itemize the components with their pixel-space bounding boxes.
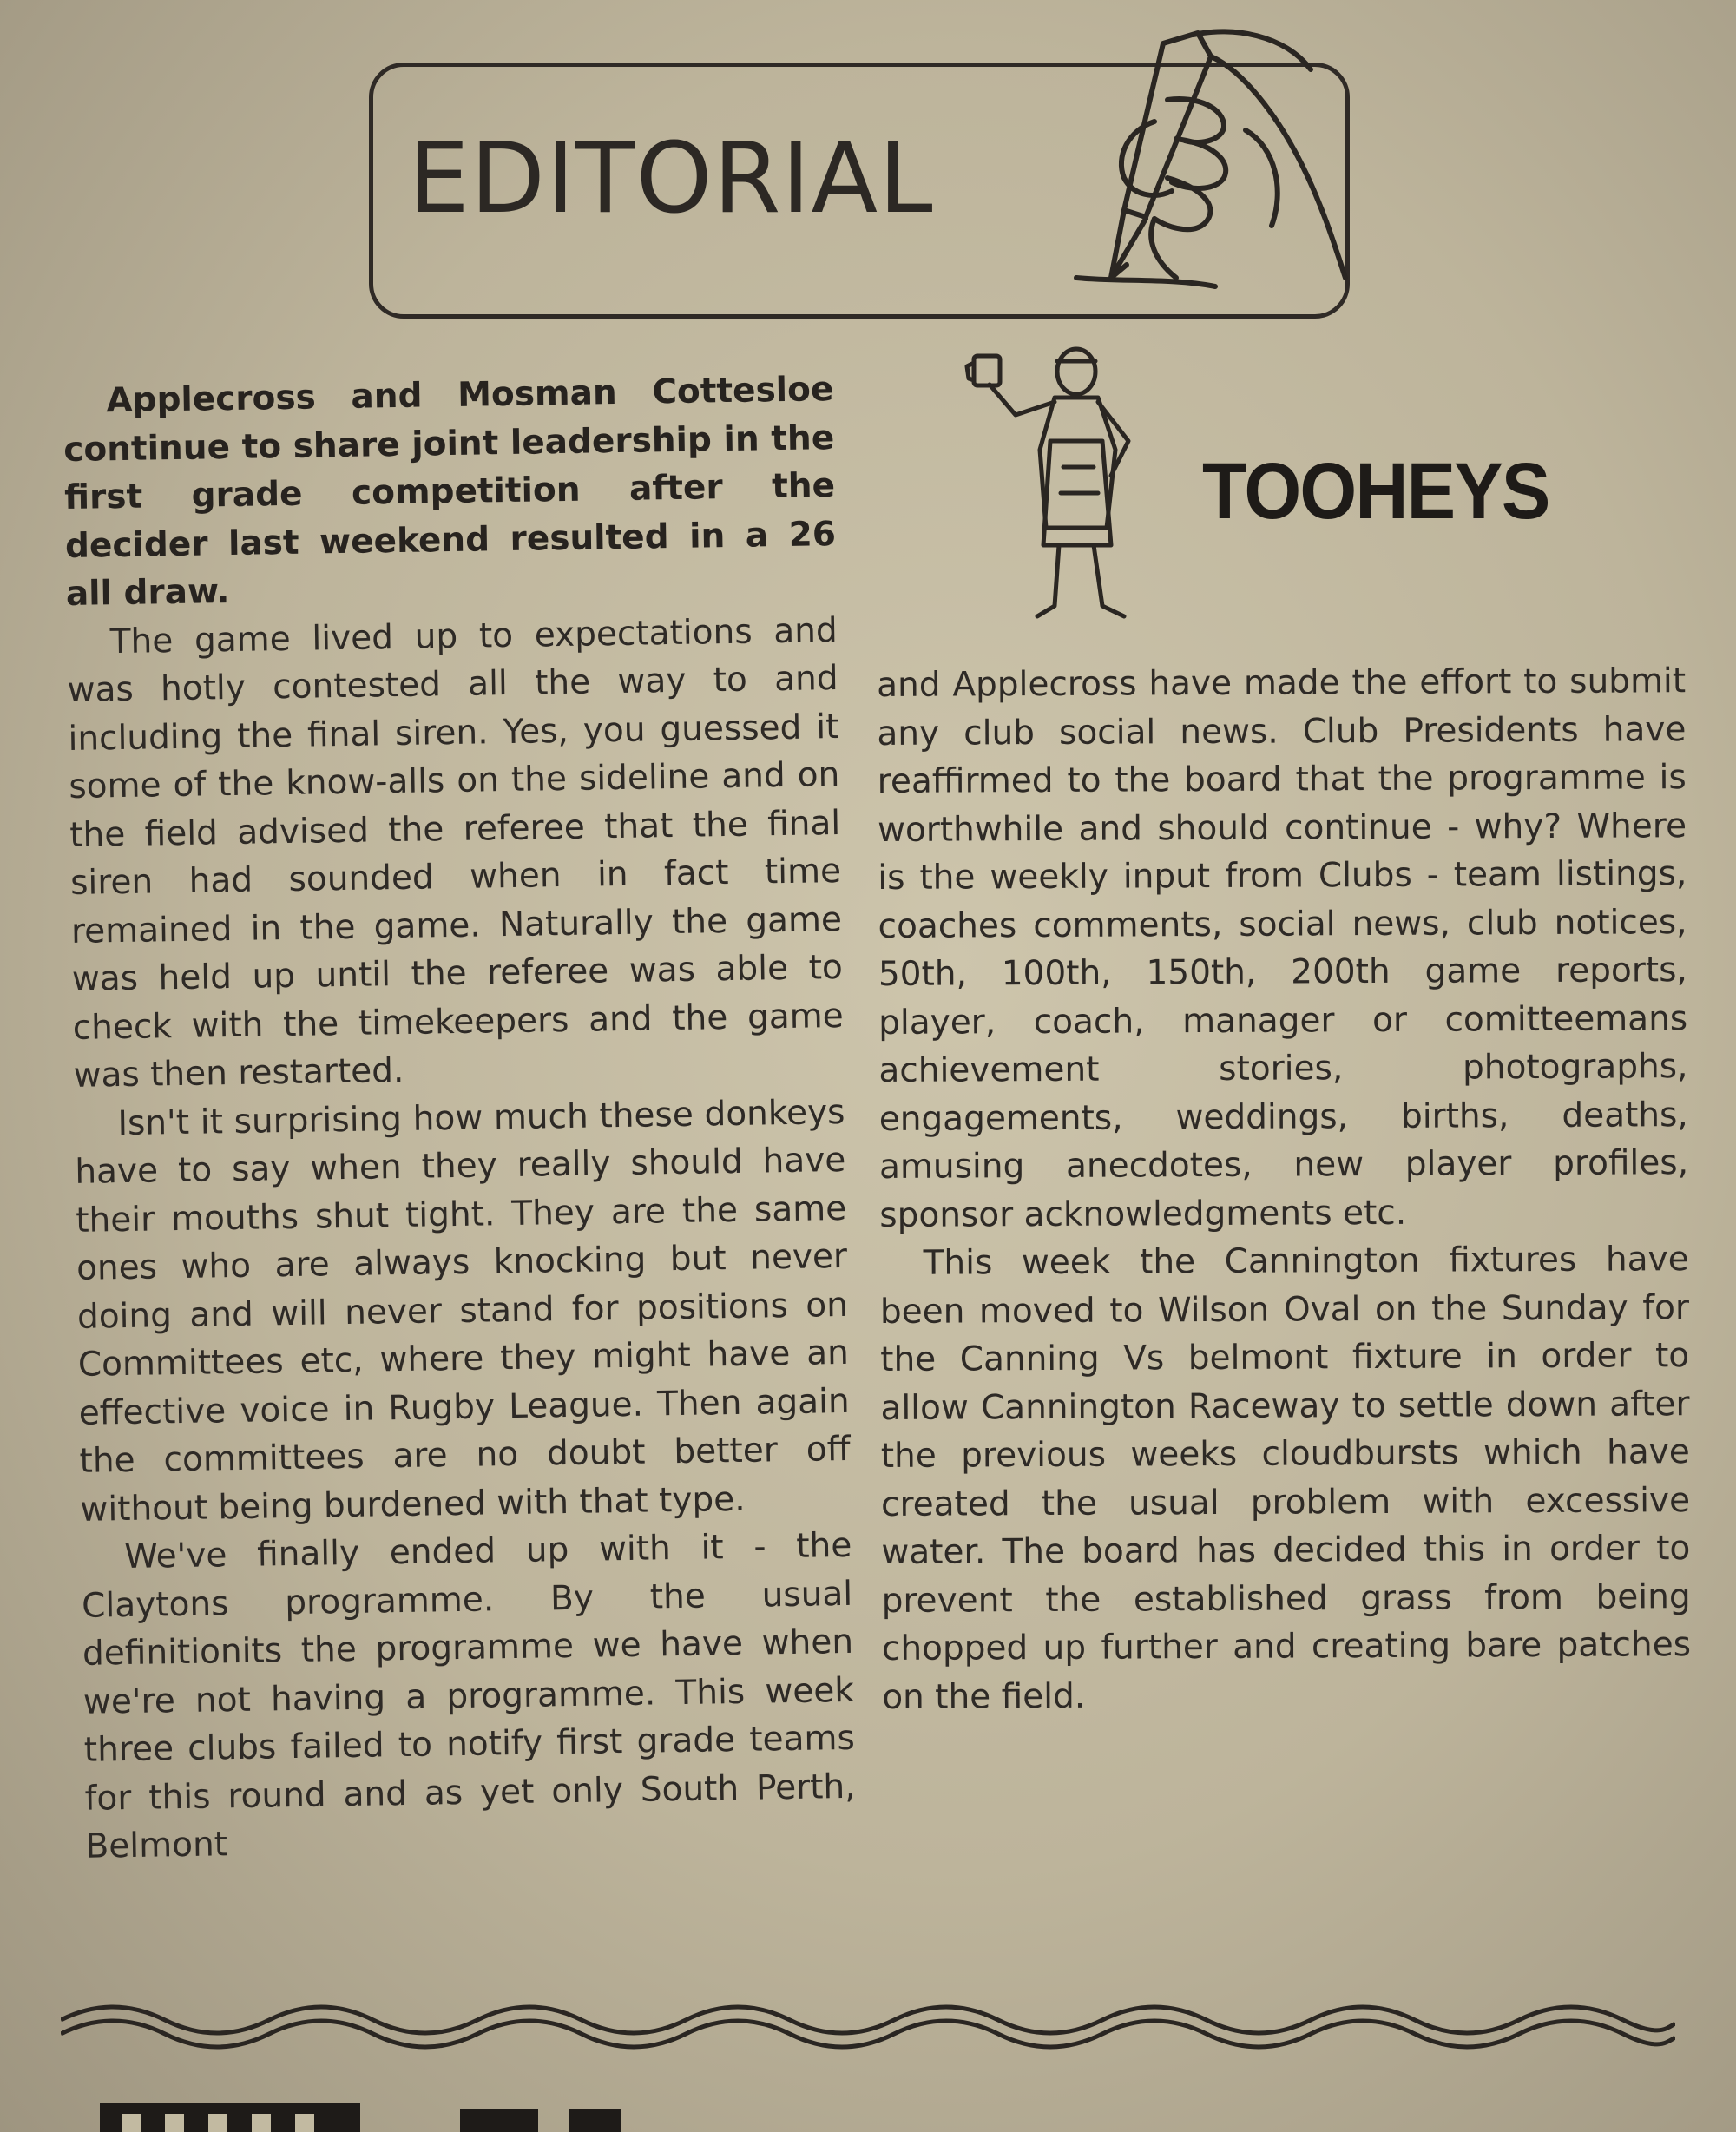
editorial-title: EDITORIAL [408, 122, 934, 235]
article-continued-paragraph: and Applecross have made the effort to submit any club social news. Club Presidents have reaffirmed to the board that the programme is worthwhile and should continue - why? Where is the weekly input from Clubs - team listings, coaches comments, social news, club notices, 50th, 100th, 150th, 200th game reports, player, coach, manager or comitteemans achievement stories, photographs, engagements, weddings, births, deaths, amusing anecdotes, new player profiles, sponsor acknowledgments etc. [877, 661, 1689, 1235]
article-lead-paragraph: Applecross and Mosman Cottesloe continue to share joint leadership in the first grade competition after the decider last weekend resulted in a 26 all draw. [62, 370, 837, 614]
article-right-column [877, 657, 1691, 1721]
article-paragraph: This week the Cannington fixtures have been moved to Wilson Oval on the Sunday for the Canning Vs belmont fixture in order to allow Cannington Raceway to settle down after the previous weeks cloudbursts which have created the usual problem with excessive water. The board has decided this in order to prevent the established grass from being chopped up further and creating bare patches on the field. [879, 1240, 1692, 1717]
article-paragraph: The game lived up to expectations and was hotly contested all the way to and including the final siren. Yes, you guessed it some of the know-alls on the sideline and on the field advised the referee that the final siren had sounded when in fact time remained in the game. Naturally the game was held up until the referee was able to check with the timekeepers and the game was then restarted. [67, 610, 845, 1096]
article-paragraph: Isn't it surprising how much these donkeys have to say when they really should have their mouths shut tight. They are the same ones who are always knocking but never doing and will never stand for positions on Committees etc, where they might have an effective voice in Rugby League. Then again the committees are no doubt better off without being burdened with that type. [75, 1092, 851, 1530]
cropped-next-heading [95, 2096, 1397, 2132]
tooheys-logo: TOOHEYS [1202, 447, 1549, 536]
wavy-divider [61, 2001, 1675, 2053]
brewer-man-icon [963, 345, 1163, 623]
article-paragraph: We've finally ended up with it - the Claytons programme. By the usual definitionits the programme we have when we're not having a programme. This week three clubs failed to notify first grade teams for this round and as yet only South Perth, Belmont [81, 1525, 856, 1866]
article-left-column [62, 365, 857, 1871]
hand-holding-pen-icon [1024, 17, 1363, 304]
